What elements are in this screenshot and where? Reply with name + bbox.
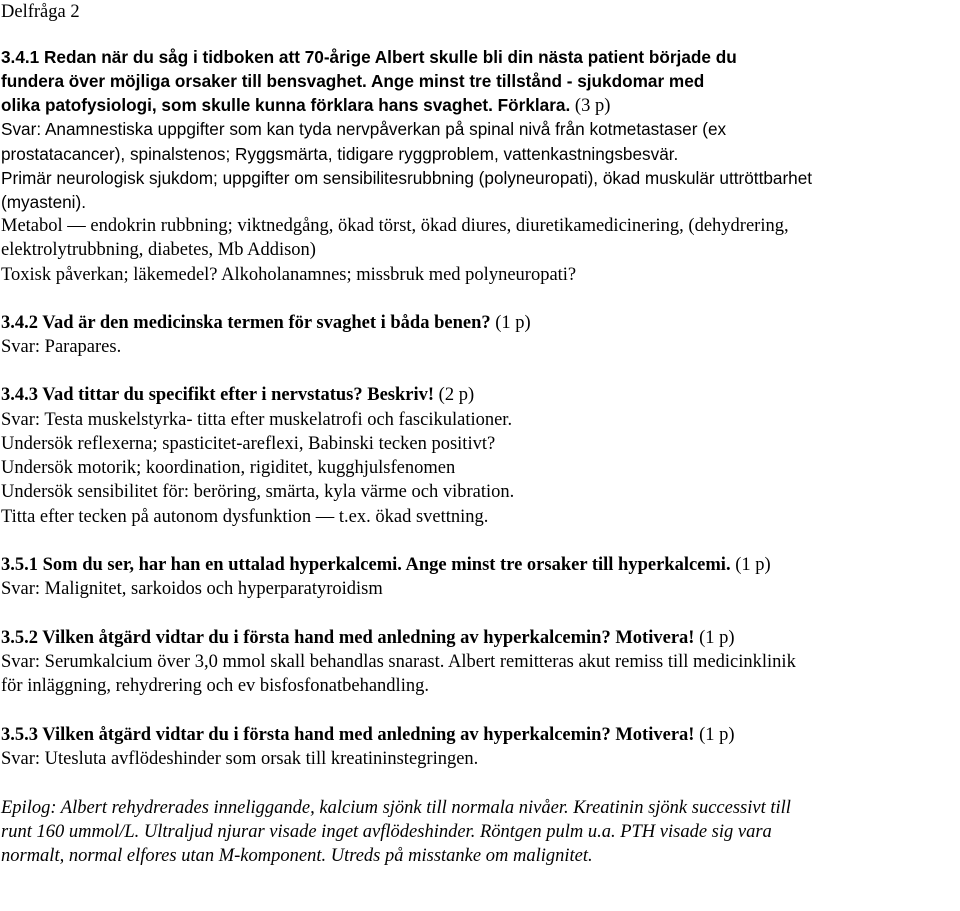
- epilog-line-3: normalt, normal elfores utan M-komponent. Utreds på misstanke om malignitet.: [1, 846, 593, 866]
- answer-3-4-1-line-5: Metabol — endokrin rubbning; viktnedgång, ökad törst, ökad diures, diuretikamedicinering, (dehydrering,: [1, 216, 789, 236]
- question-3-5-3-text: 3.5.3 Vilken åtgärd vidtar du i första hand med anledning av hyperkalcemin? Motivera!: [1, 725, 695, 745]
- question-3-4-2-points: (1 p): [490, 313, 531, 333]
- answer-3-5-1: Svar: Malignitet, sarkoidos och hyperparatyroidism: [1, 579, 383, 599]
- answer-3-4-1-line-4: (myasteni).: [1, 192, 86, 212]
- answer-3-4-3-line-4: Undersök sensibilitet för: beröring, smärta, kyla värme och vibration.: [1, 482, 515, 502]
- question-3-5-2-points: (1 p): [694, 628, 735, 648]
- question-3-5-1: [1, 553, 771, 577]
- answer-3-4-2: Svar: Parapares.: [1, 337, 122, 357]
- answer-3-5-2-line-1: Svar: Serumkalcium över 3,0 mmol skall behandlas snarast. Albert remitteras akut remiss till medicinklinik: [1, 652, 796, 672]
- question-3-4-1-text: olika patofysiologi, som skulle kunna förklara hans svaghet. Förklara.: [1, 95, 571, 115]
- question-3-5-2-text: 3.5.2 Vilken åtgärd vidtar du i första hand med anledning av hyperkalcemin? Motivera!: [1, 628, 695, 648]
- question-3-5-3: [1, 723, 735, 747]
- question-3-5-3-points: (1 p): [694, 725, 735, 745]
- answer-3-4-3-line-2: Undersök reflexerna; spasticitet-areflexi, Babinski tecken positivt?: [1, 434, 496, 454]
- answer-3-5-3: Svar: Utesluta avflödeshinder som orsak till kreatininstegringen.: [1, 749, 479, 769]
- answer-3-4-1-line-3: Primär neurologisk sjukdom; uppgifter om sensibilitesrubbning (polyneuropati), ökad muskulär uttröttbarhet: [1, 168, 813, 188]
- page-title: Delfråga 2: [1, 2, 80, 22]
- question-3-5-1-points: (1 p): [730, 555, 771, 575]
- answer-3-4-3-line-5: Titta efter tecken på autonom dysfunktion — t.ex. ökad svettning.: [1, 507, 489, 527]
- question-3-4-1-points: (3 p): [570, 96, 611, 116]
- answer-3-4-3-line-3: Undersök motorik; koordination, rigiditet, kugghjulsfenomen: [1, 458, 456, 478]
- question-3-4-1-line-1: 3.4.1 Redan när du såg i tidboken att 70-årige Albert skulle bli din nästa patient började du: [1, 47, 737, 67]
- question-3-4-2-text: 3.4.2 Vad är den medicinska termen för svaghet i båda benen?: [1, 313, 491, 333]
- question-3-4-3-text: 3.4.3 Vad tittar du specifikt efter i nervstatus? Beskriv!: [1, 385, 435, 405]
- question-3-4-1-line-2: fundera över möjliga orsaker till bensvaghet. Ange minst tre tillstånd - sjukdomar med: [1, 71, 705, 91]
- question-3-4-2: [1, 311, 531, 335]
- answer-3-5-2-line-2: för inläggning, rehydrering och ev bisfosfonatbehandling.: [1, 676, 429, 696]
- question-3-4-3-points: (2 p): [434, 385, 475, 405]
- answer-3-4-1-line-7: Toxisk påverkan; läkemedel? Alkoholanamnes; missbruk med polyneuropati?: [1, 265, 577, 285]
- question-3-4-3: [1, 383, 474, 407]
- answer-3-4-1-line-1: Svar: Anamnestiska uppgifter som kan tyda nervpåverkan på spinal nivå från kotmetastaser (ex: [1, 119, 727, 139]
- answer-3-4-1-line-6: elektrolytrubbning, diabetes, Mb Addison): [1, 240, 316, 260]
- epilog-line-1: Epilog: Albert rehydrerades inneliggande, kalcium sjönk till normala nivåer. Kreatinin sjönk successivt till: [1, 798, 791, 818]
- answer-3-4-3-line-1: Svar: Testa muskelstyrka- titta efter muskelatrofi och fascikulationer.: [1, 410, 513, 430]
- answer-3-4-1-line-2: prostatacancer), spinalstenos; Ryggsmärta, tidigare ryggproblem, vattenkastningsbesvär.: [1, 144, 679, 164]
- epilog-line-2: runt 160 ummol/L. Ultraljud njurar visade inget avflödeshinder. Röntgen pulm u.a. PTH visade sig vara: [1, 822, 772, 842]
- question-3-5-2: [1, 626, 735, 650]
- question-3-4-1-line-3: [1, 93, 610, 118]
- question-3-5-1-text: 3.5.1 Som du ser, har han en uttalad hyperkalcemi. Ange minst tre orsaker till hyperkalcemi.: [1, 555, 731, 575]
